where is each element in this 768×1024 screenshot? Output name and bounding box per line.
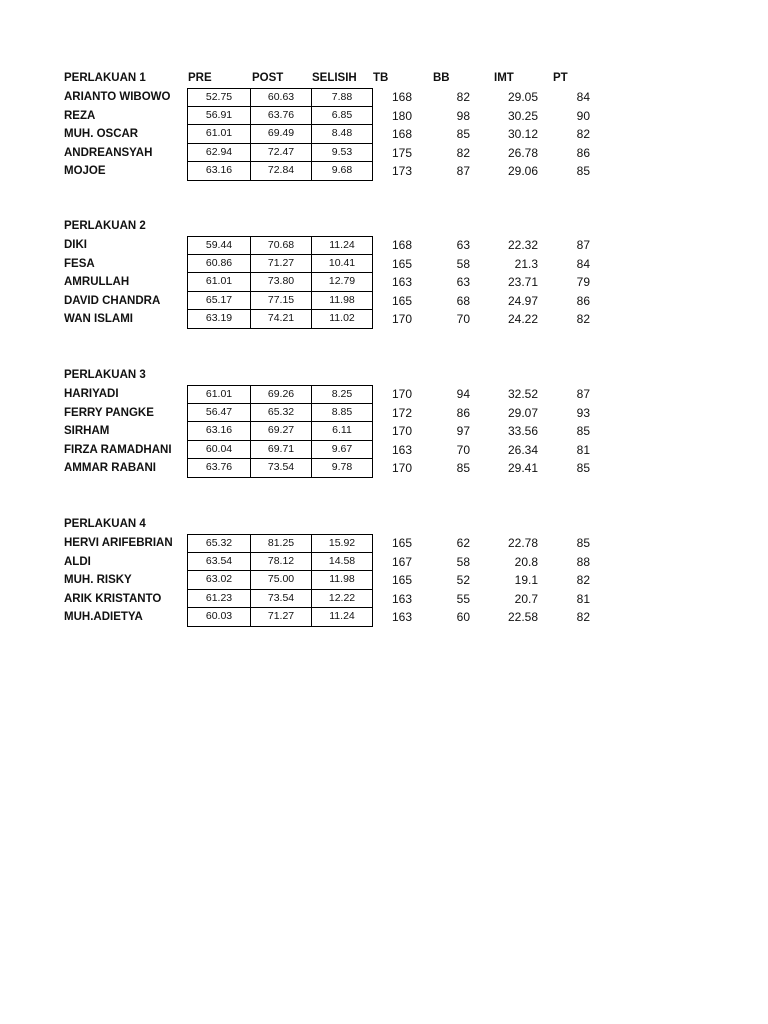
selisih-value: 11.24 (311, 608, 373, 627)
table-row (0, 553, 768, 572)
pt-value: 86 (576, 145, 590, 160)
selisih-value: 7.88 (311, 88, 373, 107)
participant-name: DAVID CHANDRA (64, 294, 161, 307)
table-row (0, 385, 768, 404)
pt-value: 82 (576, 127, 590, 142)
post-value: 72.84 (250, 162, 312, 181)
imt-value: 24.22 (507, 312, 538, 327)
tb-value: 175 (391, 145, 412, 160)
post-value: 72.47 (250, 144, 312, 163)
pt-value: 82 (576, 573, 590, 588)
post-value: 73.54 (250, 590, 312, 609)
header-pt: PT (553, 72, 568, 84)
bb-value: 62 (456, 536, 470, 550)
selisih-value: 9.78 (311, 459, 373, 478)
bb-value: 63 (456, 275, 470, 290)
bb-value: 94 (456, 387, 470, 401)
participant-name: HARIYADI (64, 388, 119, 400)
bb-value: 82 (456, 145, 470, 160)
pt-value: 84 (576, 256, 590, 271)
tb-value: 170 (391, 424, 412, 439)
pre-value: 63.02 (187, 571, 251, 590)
bb-value: 60 (456, 610, 470, 625)
pt-value: 79 (576, 275, 590, 290)
participant-name: ARIK KRISTANTO (64, 592, 162, 605)
post-value: 69.27 (250, 422, 312, 441)
tb-value: 163 (391, 610, 412, 625)
tb-value: 165 (391, 293, 412, 308)
table-row (0, 590, 768, 609)
bb-value: 85 (456, 127, 470, 142)
bb-value: 82 (456, 90, 470, 104)
tb-value: 173 (391, 164, 412, 179)
group-title: PERLAKUAN 4 (64, 518, 146, 530)
selisih-value: 10.41 (311, 255, 373, 274)
imt-value: 23.71 (507, 275, 538, 290)
participant-name: MUH. OSCAR (64, 128, 139, 141)
selisih-value: 9.67 (311, 441, 373, 460)
bb-value: 87 (456, 164, 470, 179)
pt-value: 86 (576, 293, 590, 308)
table-row (0, 422, 768, 441)
pre-value: 60.86 (187, 255, 251, 274)
pre-value: 52.75 (187, 88, 251, 107)
participant-name: FIRZA RAMADHANI (64, 443, 172, 456)
header-imt: IMT (494, 72, 514, 84)
participant-name: REZA (64, 109, 96, 122)
bb-value: 52 (456, 573, 470, 588)
participant-name: WAN ISLAMI (64, 313, 133, 326)
pt-value: 81 (576, 442, 590, 457)
table-row (0, 292, 768, 311)
participant-name: ANDREANSYAH (64, 146, 153, 159)
participant-name: DIKI (64, 239, 87, 251)
tb-value: 165 (391, 256, 412, 271)
pre-value: 63.16 (187, 162, 251, 181)
post-value: 71.27 (250, 608, 312, 627)
header-bb: BB (433, 72, 450, 84)
header-selisih: SELISIH (312, 72, 357, 84)
post-value: 75.00 (250, 571, 312, 590)
selisih-value: 9.68 (311, 162, 373, 181)
bb-value: 55 (456, 591, 470, 606)
selisih-value: 6.11 (311, 422, 373, 441)
selisih-value: 8.25 (311, 385, 373, 404)
selisih-value: 12.22 (311, 590, 373, 609)
table-row (0, 459, 768, 478)
bb-value: 85 (456, 461, 470, 476)
tb-value: 170 (391, 461, 412, 476)
participant-name: ARIANTO WIBOWO (64, 91, 171, 103)
selisih-value: 11.98 (311, 571, 373, 590)
table-row (0, 571, 768, 590)
tb-value: 172 (391, 405, 412, 420)
post-value: 60.63 (250, 88, 312, 107)
imt-value: 22.58 (507, 610, 538, 625)
tb-value: 168 (391, 238, 412, 252)
imt-value: 19.1 (514, 573, 538, 588)
post-value: 69.71 (250, 441, 312, 460)
tb-value: 165 (391, 573, 412, 588)
imt-value: 22.78 (507, 536, 538, 550)
selisih-value: 9.53 (311, 144, 373, 163)
pre-value: 65.32 (187, 534, 251, 553)
pre-value: 62.94 (187, 144, 251, 163)
tb-value: 165 (391, 536, 412, 550)
pre-value: 61.01 (187, 385, 251, 404)
post-value: 77.15 (250, 292, 312, 311)
post-value: 63.76 (250, 107, 312, 126)
table-row (0, 273, 768, 292)
pt-value: 82 (576, 610, 590, 625)
bb-value: 68 (456, 293, 470, 308)
table-row (0, 107, 768, 126)
tb-value: 163 (391, 591, 412, 606)
bb-value: 63 (456, 238, 470, 252)
header-post: POST (252, 72, 284, 84)
post-value: 81.25 (250, 534, 312, 553)
post-value: 71.27 (250, 255, 312, 274)
imt-value: 22.32 (507, 238, 538, 252)
pt-value: 84 (576, 90, 590, 104)
table-row (0, 441, 768, 460)
post-value: 69.26 (250, 385, 312, 404)
group-title: PERLAKUAN 2 (64, 220, 146, 232)
pre-value: 60.03 (187, 608, 251, 627)
header-pre: PRE (188, 72, 212, 84)
imt-value: 30.12 (507, 127, 538, 142)
participant-name: HERVI ARIFEBRIAN (64, 537, 173, 549)
pre-value: 63.16 (187, 422, 251, 441)
pre-value: 61.01 (187, 273, 251, 292)
post-value: 65.32 (250, 404, 312, 423)
tb-value: 167 (391, 554, 412, 569)
pt-value: 85 (576, 424, 590, 439)
imt-value: 33.56 (507, 424, 538, 439)
participant-name: SIRHAM (64, 425, 110, 438)
participant-name: AMRULLAH (64, 276, 130, 289)
pt-value: 82 (576, 312, 590, 327)
pt-value: 81 (576, 591, 590, 606)
imt-value: 29.05 (507, 90, 538, 104)
header-tb: TB (373, 72, 389, 84)
pt-value: 87 (576, 238, 590, 252)
post-value: 70.68 (250, 236, 312, 255)
imt-value: 24.97 (507, 293, 538, 308)
imt-value: 29.06 (507, 164, 538, 179)
post-value: 78.12 (250, 553, 312, 572)
bb-value: 58 (456, 554, 470, 569)
imt-value: 29.07 (507, 405, 538, 420)
bb-value: 97 (456, 424, 470, 439)
group-1-title: PERLAKUAN 1 (64, 72, 146, 84)
participant-name: ALDI (64, 555, 91, 568)
participant-name: FESA (64, 257, 95, 270)
pt-value: 87 (576, 387, 590, 401)
imt-value: 30.25 (507, 108, 538, 123)
pre-value: 61.01 (187, 125, 251, 144)
table-row (0, 236, 768, 255)
pre-value: 63.54 (187, 553, 251, 572)
table-row (0, 310, 768, 329)
table-row (0, 255, 768, 274)
table-row (0, 404, 768, 423)
imt-value: 29.41 (507, 461, 538, 476)
pt-value: 90 (576, 108, 590, 123)
table-row (0, 608, 768, 627)
pre-value: 56.47 (187, 404, 251, 423)
participant-name: MOJOE (64, 165, 106, 178)
selisih-value: 8.48 (311, 125, 373, 144)
tb-value: 170 (391, 387, 412, 401)
tb-value: 180 (391, 108, 412, 123)
pre-value: 56.91 (187, 107, 251, 126)
table-row (0, 88, 768, 107)
imt-value: 20.7 (514, 591, 538, 606)
pre-value: 61.23 (187, 590, 251, 609)
selisih-value: 14.58 (311, 553, 373, 572)
bb-value: 58 (456, 256, 470, 271)
pre-value: 59.44 (187, 236, 251, 255)
selisih-value: 11.24 (311, 236, 373, 255)
tb-value: 168 (391, 127, 412, 142)
post-value: 74.21 (250, 310, 312, 329)
participant-name: FERRY PANGKE (64, 406, 154, 419)
selisih-value: 11.98 (311, 292, 373, 311)
table-row (0, 125, 768, 144)
tb-value: 163 (391, 275, 412, 290)
selisih-value: 11.02 (311, 310, 373, 329)
post-value: 69.49 (250, 125, 312, 144)
pre-value: 63.19 (187, 310, 251, 329)
imt-value: 20.8 (514, 554, 538, 569)
table-row (0, 534, 768, 553)
tb-value: 168 (391, 90, 412, 104)
imt-value: 26.78 (507, 145, 538, 160)
pt-value: 85 (576, 164, 590, 179)
post-value: 73.80 (250, 273, 312, 292)
tb-value: 170 (391, 312, 412, 327)
column-header-row (0, 70, 768, 86)
bb-value: 70 (456, 312, 470, 327)
post-value: 73.54 (250, 459, 312, 478)
pt-value: 93 (576, 405, 590, 420)
table-row (0, 144, 768, 163)
pt-value: 88 (576, 554, 590, 569)
table-row (0, 162, 768, 181)
selisih-value: 15.92 (311, 534, 373, 553)
imt-value: 32.52 (507, 387, 538, 401)
participant-name: MUH.ADIETYA (64, 611, 143, 624)
participant-name: AMMAR RABANI (64, 462, 156, 475)
bb-value: 98 (456, 108, 470, 123)
pre-value: 60.04 (187, 441, 251, 460)
bb-value: 86 (456, 405, 470, 420)
selisih-value: 12.79 (311, 273, 373, 292)
tb-value: 163 (391, 442, 412, 457)
group-title: PERLAKUAN 3 (64, 369, 146, 381)
selisih-value: 8.85 (311, 404, 373, 423)
pt-value: 85 (576, 536, 590, 550)
imt-value: 21.3 (514, 256, 538, 271)
selisih-value: 6.85 (311, 107, 373, 126)
pt-value: 85 (576, 461, 590, 476)
bb-value: 70 (456, 442, 470, 457)
pre-value: 65.17 (187, 292, 251, 311)
pre-value: 63.76 (187, 459, 251, 478)
imt-value: 26.34 (507, 442, 538, 457)
participant-name: MUH. RISKY (64, 574, 132, 587)
